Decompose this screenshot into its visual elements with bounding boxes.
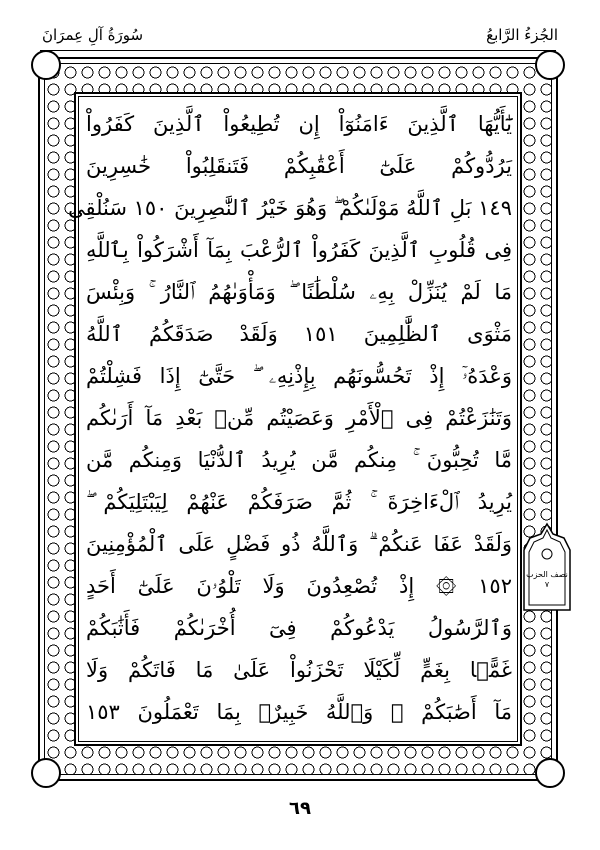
text-line: ١٥٢ ۞ إِذْ تُصْعِدُونَ وَلَا تَلْوُۥنَ عَلَىٰٓ أَحَدٍ [86,574,512,598]
hizb-marker [520,522,574,618]
text-line: وَٱلرَّسُولُ يَدْعُوكُمْ فِىٓ أُخْرَىٰكُمْ فَأَثَٰبَكُمْ [86,616,512,640]
frame-corner-ornament [535,50,565,80]
text-line: فِى قُلُوبِ ٱلَّذِينَ كَفَرُواْ ٱلرُّعْبَ بِمَآ أَشْرَكُواْ بِٱللَّهِ [86,238,512,262]
text-line: يُرِيدُ ٱلْءَاخِرَةَ ۚ ثُمَّ صَرَفَكُمْ عَنْهُمْ لِيَبْتَلِيَكُمْ ۖ [86,490,512,514]
header-rule [40,50,556,51]
text-line: غَمًّۢا بِغَمٍّ لِّكَيْلَا تَحْزَنُواْ عَلَىٰ مَا فَاتَكُمْ وَلَا [86,658,512,682]
frame-corner-ornament [31,50,61,80]
text-line: وَعْدَهُۥٓ إِذْ تَحُسُّونَهُم بِإِذْنِهِۦ ۖ حَتَّىٰٓ إِذَا فَشِلْتُمْ [86,364,512,388]
header-surah: سُورَةُ آلِ عِمرَانَ [42,26,144,44]
text-line: مَّا تُحِبُّونَ ۚ مِنكُم مَّن يُرِيدُ ٱلدُّنْيَا وَمِنكُم مَّن [86,448,512,472]
text-line: يَٰٓأَيُّهَا ٱلَّذِينَ ءَامَنُوٓاْ إِن تُطِيعُواْ ٱلَّذِينَ كَفَرُواْ [86,112,512,136]
text-line: وَلَقَدْ عَفَا عَنكُمْ ۗ وَٱللَّهُ ذُو فَضْلٍ عَلَى ٱلْمُؤْمِنِينَ [86,532,512,556]
text-line: مَثْوَى ٱلظَّٰلِمِينَ ١٥١ وَلَقَدْ صَدَقَكُمُ ٱللَّهُ [86,322,513,346]
text-line: ١٤٩ بَلِ ٱللَّهُ مَوْلَىٰكُمْ ۖ وَهُوَ خَيْرُ ٱلنَّٰصِرِينَ ١٥٠ سَنُلْقِى [67,196,512,220]
text-line: مَآ أَصَٰبَكُمْ ۗ وَٱللَّهُ خَبِيرٌۢ بِمَا تَعْمَلُونَ ١٥٣ [86,700,512,724]
hizb-label [520,570,574,590]
frame-corner-ornament [31,758,61,788]
text-line: مَا لَمْ يُنَزِّلْ بِهِۦ سُلْطَٰنًا ۖ وَمَأْوَىٰهُمُ ٱلنَّارُ ۚ وَبِئْسَ [86,280,512,304]
quran-text-block [67,102,513,738]
page-number: ٦٩ [289,798,311,819]
text-line: وَتَنَٰزَعْتُمْ فِى ٱلْأَمْرِ وَعَصَيْتُم مِّنۢ بَعْدِ مَآ أَرَىٰكُم [86,406,512,430]
hizb-label-text: نصف الحزب [526,570,568,579]
header-juz: الجُزءُ الرَّابعُ [486,26,558,44]
frame-corner-ornament [535,758,565,788]
text-line: يَرُدُّوكُمْ عَلَىٰٓ أَعْقَٰبِكُمْ فَتَنقَلِبُواْ خَٰسِرِينَ [86,154,512,178]
hizb-number: ٧ [544,580,550,589]
